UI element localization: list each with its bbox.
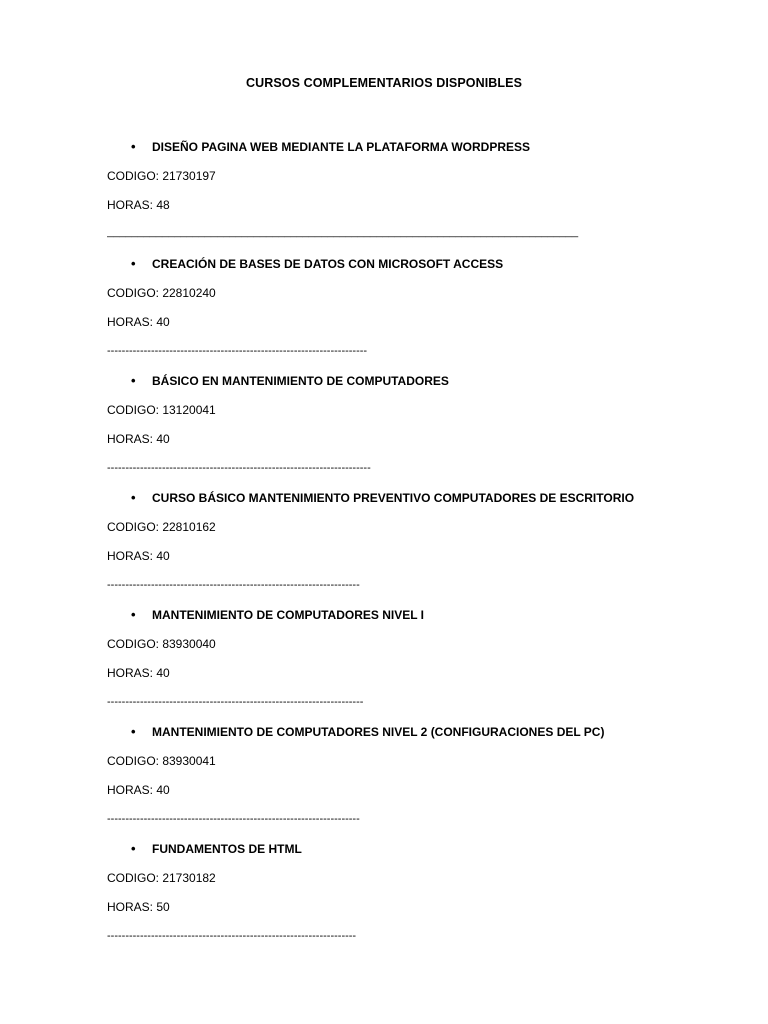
- document-title: CURSOS COMPLEMENTARIOS DISPONIBLES: [245, 76, 523, 90]
- course-heading: [107, 490, 727, 506]
- course-entry: [107, 841, 727, 944]
- bullet-icon: •: [131, 607, 136, 622]
- separator-line: ------------------------------------------------------------------------: [107, 462, 371, 474]
- bullet-icon: •: [131, 841, 136, 856]
- course-entry: [107, 139, 727, 240]
- course-heading: [107, 724, 727, 740]
- course-name: CURSO BÁSICO MANTENIMIENTO PREVENTIVO COMPUTADORES DE ESCRITORIO: [152, 491, 635, 505]
- course-hours: HORAS: 40: [107, 549, 170, 563]
- course-code: CODIGO: 13120041: [107, 403, 216, 417]
- course-heading: [107, 373, 727, 389]
- course-code: CODIGO: 21730197: [107, 169, 216, 183]
- course-heading: [107, 256, 727, 272]
- separator-line: _____________________________________________________________________________: [107, 226, 579, 238]
- course-entry: [107, 256, 727, 359]
- course-entry: [107, 607, 727, 710]
- course-code: CODIGO: 22810162: [107, 520, 216, 534]
- separator-line: ---------------------------------------------------------------------: [107, 813, 360, 825]
- separator-line: ---------------------------------------------------------------------: [107, 579, 360, 591]
- bullet-icon: •: [131, 373, 136, 388]
- separator-line: -----------------------------------------------------------------------: [107, 345, 368, 357]
- course-hours: HORAS: 40: [107, 315, 170, 329]
- bullet-icon: •: [131, 139, 136, 154]
- course-name: BÁSICO EN MANTENIMIENTO DE COMPUTADORES: [152, 374, 449, 388]
- bullet-icon: •: [131, 724, 136, 739]
- separator-line: --------------------------------------------------------------------: [107, 930, 357, 942]
- course-code: CODIGO: 21730182: [107, 871, 216, 885]
- separator-line: ----------------------------------------------------------------------: [107, 696, 364, 708]
- course-heading: [107, 607, 727, 623]
- course-name: CREACIÓN DE BASES DE DATOS CON MICROSOFT ACCESS: [152, 257, 504, 271]
- course-name: DISEÑO PAGINA WEB MEDIANTE LA PLATAFORMA WORDPRESS: [152, 140, 530, 154]
- course-hours: HORAS: 50: [107, 900, 170, 914]
- course-hours: HORAS: 40: [107, 666, 170, 680]
- course-code: CODIGO: 83930041: [107, 754, 216, 768]
- course-hours: HORAS: 40: [107, 432, 170, 446]
- course-name: MANTENIMIENTO DE COMPUTADORES NIVEL 2 (CONFIGURACIONES DEL PC): [152, 725, 605, 739]
- course-entry: [107, 724, 727, 827]
- course-code: CODIGO: 83930040: [107, 637, 216, 651]
- bullet-icon: •: [131, 256, 136, 271]
- course-heading: [107, 139, 727, 155]
- course-code: CODIGO: 22810240: [107, 286, 216, 300]
- course-name: MANTENIMIENTO DE COMPUTADORES NIVEL I: [152, 608, 425, 622]
- course-hours: HORAS: 48: [107, 198, 170, 212]
- course-hours: HORAS: 40: [107, 783, 170, 797]
- bullet-icon: •: [131, 490, 136, 505]
- course-entry: [107, 490, 727, 593]
- course-entry: [107, 373, 727, 476]
- course-name: FUNDAMENTOS DE HTML: [152, 842, 302, 856]
- course-heading: [107, 841, 727, 857]
